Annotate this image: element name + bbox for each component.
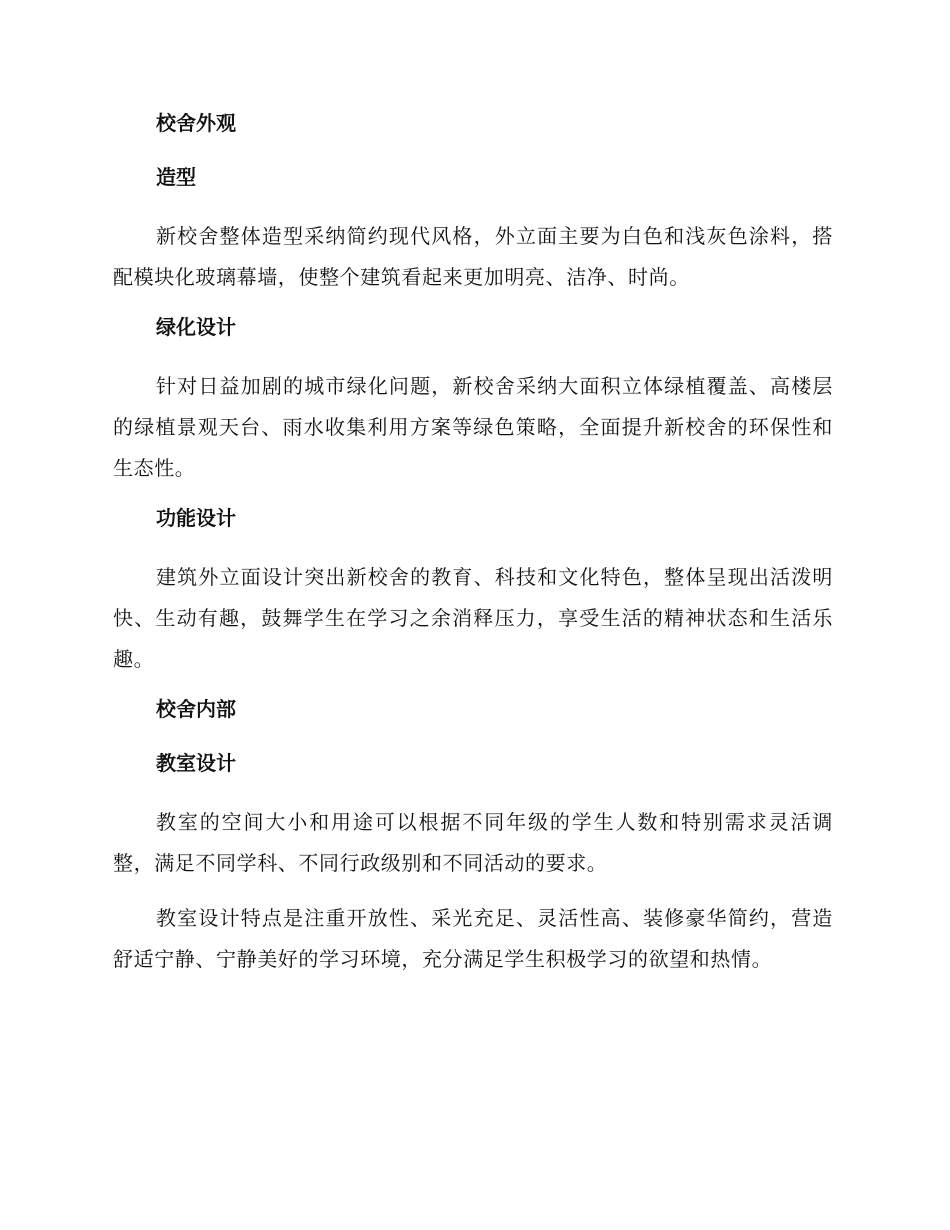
subsection-heading-greening: 绿化设计	[156, 315, 236, 339]
subsection-heading-classroom: 教室设计	[156, 751, 236, 775]
subsection-heading-shape: 造型	[156, 165, 196, 189]
paragraph-shape: 新校舍整体造型采纳简约现代风格，外立面主要为白色和浅灰色涂料，搭配模块化玻璃幕墙，使整个建筑看起来更加明亮、洁净、时尚。	[113, 224, 833, 289]
paragraph-function: 建筑外立面设计突出新校舍的教育、科技和文化特色，整体呈现出活泼明快、生动有趣，鼓舞学生在学习之余消释压力，享受生活的精神状态和生活乐趣。	[113, 565, 833, 671]
section-heading-interior: 校舍内部	[156, 697, 236, 721]
paragraph-greening: 针对日益加剧的城市绿化问题，新校舍采纳大面积立体绿植覆盖、高楼层的绿植景观天台、雨水收集利用方案等绿色策略，全面提升新校舍的环保性和生态性。	[113, 374, 833, 480]
document-page	[113, 108, 833, 994]
paragraph-classroom-1: 教室的空间大小和用途可以根据不同年级的学生人数和特别需求灵活调整，满足不同学科、不同行政级别和不同活动的要求。	[113, 810, 833, 875]
paragraph-classroom-2: 教室设计特点是注重开放性、采光充足、灵活性高、装修豪华简约，营造舒适宁静、宁静美好的学习环境，充分满足学生积极学习的欲望和热情。	[113, 906, 833, 971]
section-heading-exterior: 校舍外观	[156, 111, 236, 135]
subsection-heading-function: 功能设计	[156, 506, 236, 530]
